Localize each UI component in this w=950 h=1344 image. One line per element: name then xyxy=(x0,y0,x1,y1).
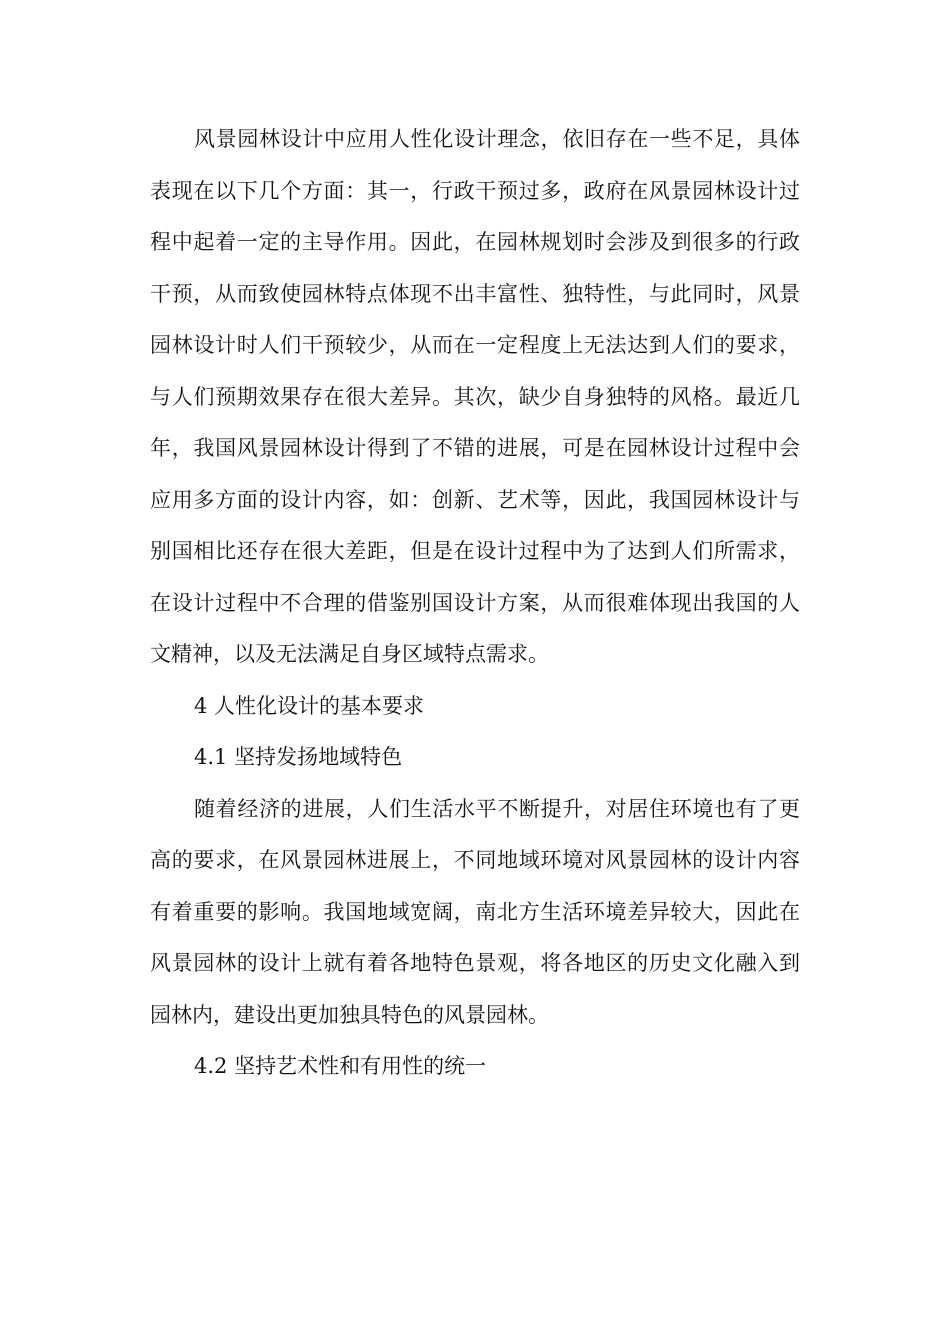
document-page xyxy=(150,114,800,1093)
section-heading-4: 4 人性化设计的基本要求 xyxy=(194,693,425,718)
paragraph-shortcomings: 风景园林设计中应用人性化设计理念，依旧存在一些不足，具体表现在以下几个方面：其一，行政干预过多，政府在风景园林设计过程中起着一定的主导作用。因此，在园林规划时会涉及到很多的行政干预，从而致使园林特点体现不出丰富性、独特性，与此同时，风景园林设计时人们干预较少，从而在一定程度上无法达到人们的要求，与人们预期效果存在很大差异。其次，缺少自身独特的风格。最近几年，我国风景园林设计得到了不错的进展，可是在园林设计过程中会应用多方面的设计内容，如：创新、艺术等，因此，我国园林设计与别国相比还存在很大差距，但是在设计过程中为了达到人们所需求，在设计过程中不合理的借鉴别国设计方案，从而很难体现出我国的人文精神，以及无法满足自身区域特点需求。 xyxy=(150,127,800,666)
subsection-heading-4-1: 4.1 坚持发扬地域特色 xyxy=(194,745,403,769)
paragraph-regional-features: 随着经济的进展，人们生活水平不断提升，对居住环境也有了更高的要求，在风景园林进展上，不同地域环境对风景园林的设计内容有着重要的影响。我国地域宽阔，南北方生活环境差异较大，因此在风景园林的设计上就有着各地特色景观，将各地区的历史文化融入到园林内，建设出更加独具特色的风景园林。 xyxy=(150,796,800,1027)
subsection-heading-4-2: 4.2 坚持艺术性和有用性的统一 xyxy=(194,1054,487,1078)
